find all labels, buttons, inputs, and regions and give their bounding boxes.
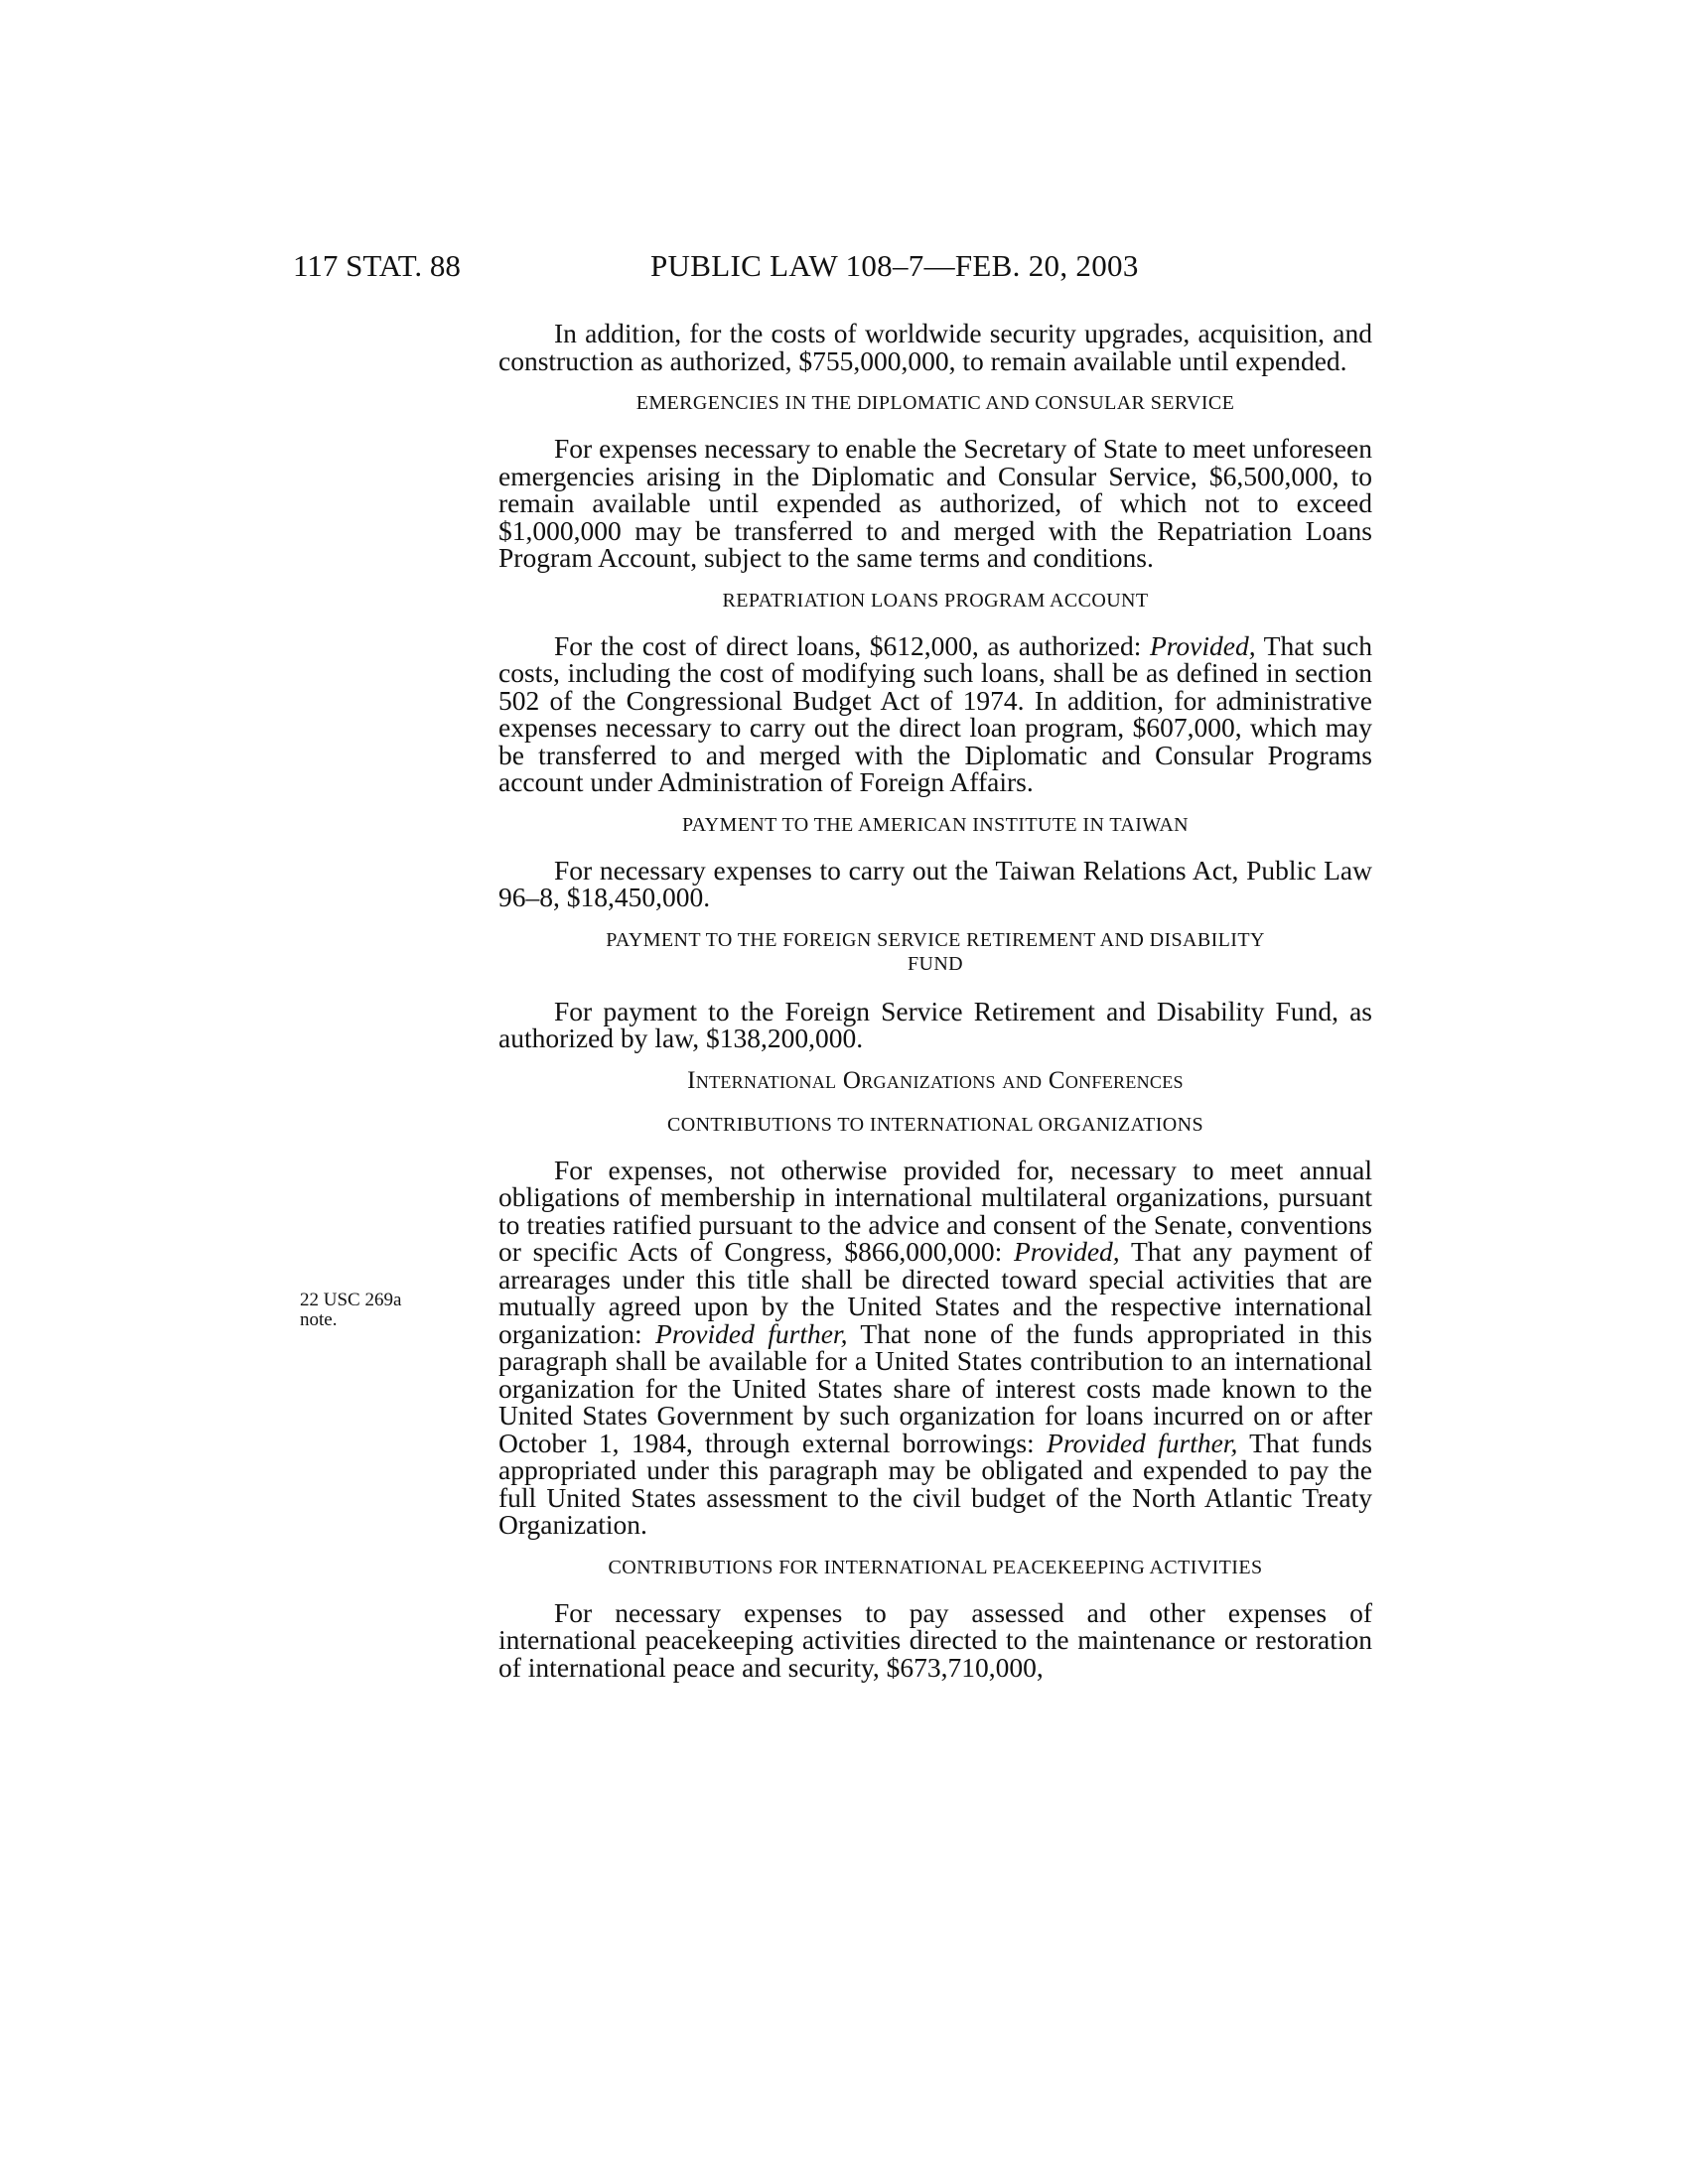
heading-line: FUND bbox=[907, 952, 964, 975]
heading-emergencies: EMERGENCIES IN THE DIPLOMATIC AND CONSULAR SERVICE bbox=[635, 392, 1235, 414]
title-heading-international-organizations: International Organizations and Conferences bbox=[687, 1066, 1184, 1094]
heading-foreign-service-retirement bbox=[498, 928, 1372, 976]
paragraph-repatriation-loans: For the cost of direct loans, $612,000, as authorized: Provided, That such costs, including the cost of modifying such loans, shall be as defined in section 502 of the Congressional Budget Act of 1974. In addition, for administrative expenses necessary to carry out the direct loan program, $607,000, which may be transferred to and merged with the Diplomatic and Consular Programs account under Administration of Foreign Affairs. bbox=[498, 629, 1372, 797]
public-law-title: PUBLIC LAW 108–7—FEB. 20, 2003 bbox=[650, 248, 1139, 283]
heading-american-institute-taiwan: PAYMENT TO THE AMERICAN INSTITUTE IN TAIWAN bbox=[681, 813, 1190, 836]
paragraph-contributions-international-organizations: For expenses, not otherwise provided for, necessary to meet annual obligations of membership in international multilateral organizations, pursuant to treaties ratified pursuant to the advice and consent of the Senate, conventions or specific Acts of Congress, $866,000,000: Provided, That any payment of arrearages under this title shall be directed toward special activities that are mutually agreed upon by the United States and the respective international organization: Provided further, That none of the funds appropriated in this paragraph shall be available for a United States contribution to an international organization for the United States share of interest costs made known to the United States Government by such organization for loans incurred on or after October 1, 1984, through external borrowings: Provided further, That funds appropriated under this paragraph may be obligated and expended to pay the full United States assessment to the civil budget of the North Atlantic Treaty Organization. bbox=[498, 1154, 1372, 1540]
paragraph-security-upgrades: In addition, for the costs of worldwide security upgrades, acquisition, and construction as authorized, $755,000,000, to remain available until expended. bbox=[498, 318, 1372, 376]
page-header bbox=[0, 248, 1688, 288]
paragraph-peacekeeping-activities: For necessary expenses to pay assessed and other expenses of international peacekeeping activities directed to the maintenance or restoration of international peace and security, $673,710,000, bbox=[498, 1596, 1372, 1683]
heading-line: PAYMENT TO THE FOREIGN SERVICE RETIREMENT AND DISABILITY bbox=[606, 928, 1265, 951]
stat-reference: 117 STAT. 88 bbox=[293, 248, 461, 283]
margin-note-citation: 22 USC 269a bbox=[300, 1290, 402, 1310]
paragraph-foreign-service-retirement: For payment to the Foreign Service Retirement and Disability Fund, as authorized by law, $138,200,000. bbox=[498, 995, 1372, 1053]
paragraph-american-institute-taiwan: For necessary expenses to carry out the Taiwan Relations Act, Public Law 96–8, $18,450,000. bbox=[498, 854, 1372, 912]
paragraph-emergencies: For expenses necessary to enable the Secretary of State to meet unforeseen emergencies arising in the Diplomatic and Consular Service, $6,500,000, to remain available until expended as authorized, of which not to exceed $1,000,000 may be transferred to and merged with the Repatriation Loans Program Account, subject to the same terms and conditions. bbox=[498, 433, 1372, 573]
margin-note-usc bbox=[300, 1291, 449, 1330]
heading-contributions-international-organizations: CONTRIBUTIONS TO INTERNATIONAL ORGANIZATIONS bbox=[667, 1113, 1203, 1136]
main-text-column bbox=[498, 320, 1372, 1698]
heading-repatriation-loans: REPATRIATION LOANS PROGRAM ACCOUNT bbox=[722, 589, 1149, 612]
margin-note-suffix: note. bbox=[300, 1309, 338, 1330]
heading-peacekeeping-activities: CONTRIBUTIONS FOR INTERNATIONAL PEACEKEEPING ACTIVITIES bbox=[608, 1556, 1263, 1578]
